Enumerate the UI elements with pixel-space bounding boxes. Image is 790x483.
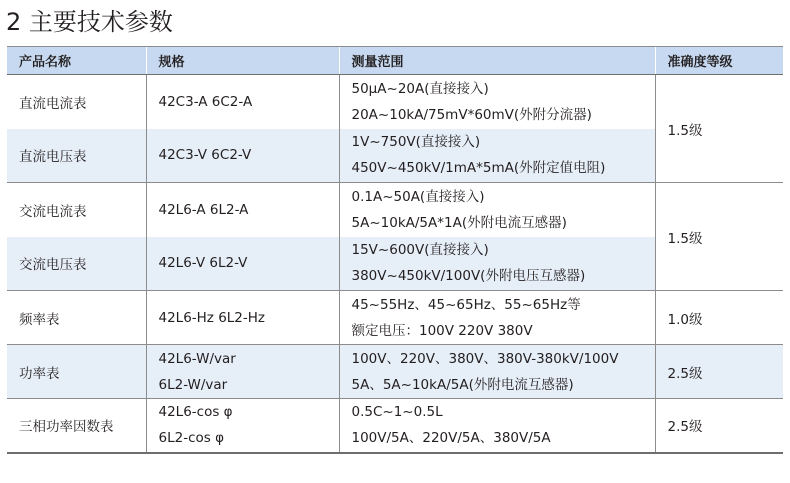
product-name-cell: 功率表	[7, 345, 146, 399]
spec-table	[7, 46, 783, 454]
range-line: 50μA~20A(直接接入)	[351, 80, 489, 97]
table-row	[7, 345, 783, 399]
product-name-cell: 直流电流表	[7, 75, 146, 129]
range-cell	[339, 291, 655, 345]
range-cell	[339, 345, 655, 399]
header-accuracy: 准确度等级	[655, 47, 783, 75]
product-name-cell: 三相功率因数表	[7, 399, 146, 453]
accuracy-grade-cell: 2.5级	[655, 345, 783, 399]
range-line: 0.1A~50A(直接接入)	[351, 188, 485, 205]
header-product-name: 产品名称	[7, 47, 146, 75]
spec-line: 6L2-W/var	[158, 376, 228, 393]
spec-cell	[146, 237, 339, 291]
table-row	[7, 291, 783, 345]
page-title: 2 主要技术参数	[6, 8, 173, 36]
range-cell	[339, 237, 655, 291]
range-line: 45~55Hz、45~65Hz、55~65Hz等	[351, 296, 581, 313]
range-cell	[339, 129, 655, 183]
range-line: 20A~10kA/75mV*60mV(外附分流器)	[351, 106, 592, 123]
spec-cell	[146, 345, 339, 399]
accuracy-grade-cell: 1.5级	[655, 183, 783, 291]
spec-line: 42C3-V 6C2-V	[158, 147, 252, 164]
spec-line: 42L6-cos φ	[158, 404, 233, 421]
table-row	[7, 75, 783, 129]
header-spec: 规格	[146, 47, 339, 75]
spec-cell	[146, 75, 339, 129]
product-name-cell: 频率表	[7, 291, 146, 345]
table-row	[7, 183, 783, 237]
spec-line: 42L6-V 6L2-V	[158, 255, 248, 272]
range-line: 100V、220V、380V、380V-380kV/100V	[351, 350, 619, 367]
range-line: 5A~10kA/5A*1A(外附电流互感器)	[351, 214, 567, 231]
product-name-cell: 交流电流表	[7, 183, 146, 237]
product-name-cell: 直流电压表	[7, 129, 146, 183]
range-cell	[339, 75, 655, 129]
table-header-row	[7, 47, 783, 75]
accuracy-grade-cell: 1.0级	[655, 291, 783, 345]
accuracy-grade-cell: 1.5级	[655, 75, 783, 183]
range-line: 450V~450kV/1mA*5mA(外附定值电阻)	[351, 160, 606, 177]
range-line: 1V~750V(直接接入)	[351, 134, 481, 151]
header-range: 测量范围	[339, 47, 655, 75]
range-cell	[339, 399, 655, 453]
range-line: 15V~600V(直接接入)	[351, 242, 489, 259]
table-row	[7, 399, 783, 453]
range-line: 0.5C~1~0.5L	[351, 404, 443, 421]
spec-line: 42C3-A 6C2-A	[158, 93, 253, 110]
spec-cell	[146, 291, 339, 345]
spec-line: 42L6-W/var	[158, 350, 236, 367]
spec-line: 42L6-A 6L2-A	[158, 201, 249, 218]
range-line: 380V~450kV/100V(外附电压互感器)	[351, 268, 586, 285]
range-line: 额定电压：100V 220V 380V	[351, 322, 533, 339]
spec-cell	[146, 399, 339, 453]
range-line: 100V/5A、220V/5A、380V/5A	[351, 430, 551, 447]
spec-cell	[146, 183, 339, 237]
spec-cell	[146, 129, 339, 183]
spec-line: 6L2-cos φ	[158, 430, 224, 447]
range-line: 5A、5A~10kA/5A(外附电流互感器)	[351, 376, 574, 393]
spec-line: 42L6-Hz 6L2-Hz	[158, 309, 265, 326]
range-cell	[339, 183, 655, 237]
accuracy-grade-cell: 2.5级	[655, 399, 783, 453]
product-name-cell: 交流电压表	[7, 237, 146, 291]
